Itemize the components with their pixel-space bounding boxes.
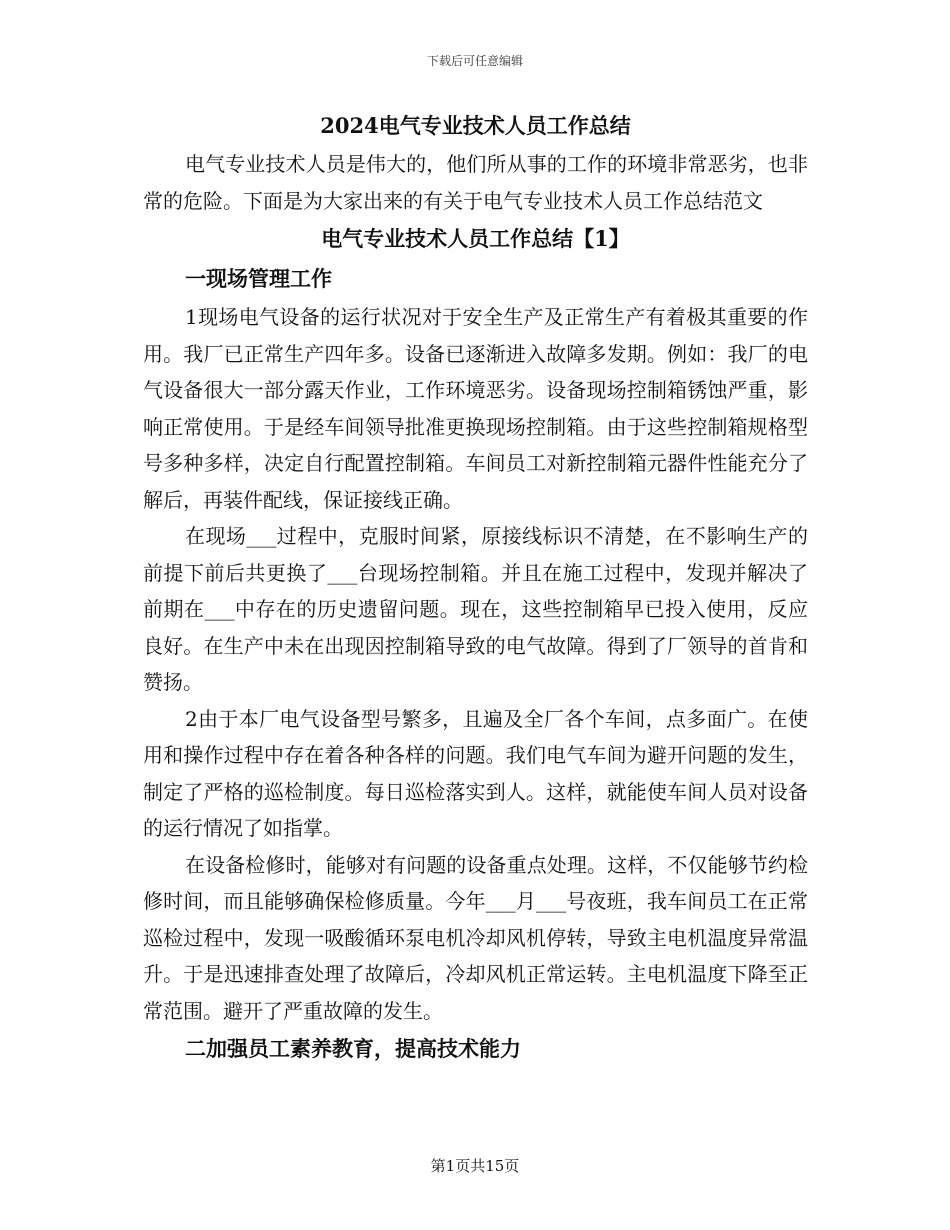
paragraph: 在现场___过程中，克服时间紧，原接线标识不清楚，在不影响生产的前提下前后共更换了___台现场控制箱。并且在施工过程中，发现并解决了前期在___中存在的历史遗留问题。现在，这些控制箱早已投入使用，反应良好。在生产中未在出现因控制箱导致的电气故障。得到了厂领导的首肯和赞扬。	[143, 524, 808, 694]
page-number-footer: 第1页共15页	[430, 1157, 520, 1175]
document-body	[143, 108, 808, 1069]
section-title: 电气专业技术人员工作总结【1】	[321, 226, 630, 251]
paragraph: 在设备检修时，能够对有问题的设备重点处理。这样，不仅能够节约检修时间，而且能够确保检修质量。今年___月___号夜班，我车间员工在正常巡检过程中，发现一吸酸循环泵电机冷却风机停转，导致主电机温度异常温升。于是迅速排查处理了故障后，冷却风机正常运转。主电机温度下降至正常范围。避开了严重故障的发生。	[143, 852, 808, 1023]
header-note: 下载后可任意编辑	[426, 54, 523, 68]
document-title: 2024电气专业技术人员工作总结	[320, 113, 631, 138]
paragraph: 2由于本厂电气设备型号繁多，且遍及全厂各个车间，点多面广。在使用和操作过程中存在着各种各样的问题。我们电气车间为避开问题的发生，制定了严格的巡检制度。每日巡检落实到人。这样，就能使车间人员对设备的运行情况了如指掌。	[143, 706, 808, 840]
intro-paragraph: 电气专业技术人员是伟大的，他们所从事的工作的环境非常恶劣，也非常的危险。下面是为大家出来的有关于电气专业技术人员工作总结范文	[143, 152, 808, 213]
heading-site-management: 一现场管理工作	[185, 266, 332, 291]
paragraph: 1现场电气设备的运行状况对于安全生产及正常生产有着极其重要的作用。我厂已正常生产四年多。设备已逐渐进入故障多发期。例如：我厂的电气设备很大一部分露天作业，工作环境恶劣。设备现场控制箱锈蚀严重，影响正常使用。于是经车间领导批准更换现场控制箱。由于这些控制箱规格型号多种多样，决定自行配置控制箱。车间员工对新控制箱元器件性能充分了解后，再装件配线，保证接线正确。	[143, 305, 808, 512]
heading-staff-education: 二加强员工素养教育，提高技术能力	[185, 1036, 521, 1061]
